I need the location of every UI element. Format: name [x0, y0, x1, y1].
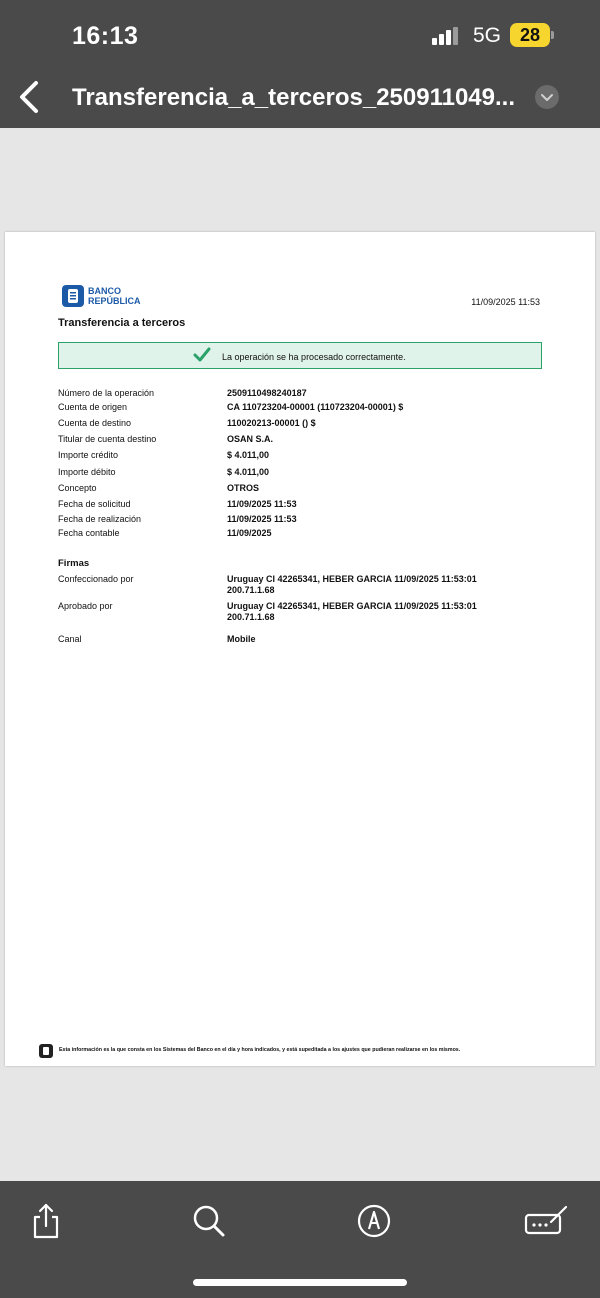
title-menu-button[interactable]	[535, 85, 559, 109]
bank-name-line1: BANCO	[88, 286, 121, 296]
document-title: Transferencia_a_terceros_250911049...	[72, 84, 516, 111]
search-icon[interactable]	[188, 1201, 228, 1241]
bank-logo-icon	[62, 285, 84, 307]
document-footer	[39, 1044, 579, 1060]
detail-value: $ 4.011,00	[227, 450, 270, 460]
top-bar	[0, 0, 600, 128]
share-icon[interactable]	[26, 1201, 66, 1241]
detail-label: Concepto	[58, 483, 97, 493]
detail-value: 11/09/2025 11:53	[227, 499, 297, 509]
bottom-toolbar	[0, 1181, 600, 1298]
check-icon	[193, 347, 211, 363]
detail-label: Cuenta de origen	[58, 402, 128, 412]
signature-value-line2: 200.71.1.68	[227, 585, 275, 595]
document-date: 11/09/2025 11:53	[471, 297, 540, 307]
network-label: 5G	[473, 24, 502, 47]
chevron-down-icon	[535, 85, 559, 109]
success-banner	[58, 342, 542, 369]
channel-label: Canal	[58, 634, 82, 644]
home-indicator[interactable]	[193, 1279, 407, 1286]
detail-label: Importe débito	[58, 467, 116, 477]
bank-seal-icon	[39, 1044, 53, 1058]
detail-value: OSAN S.A.	[227, 434, 274, 444]
status-time: 16:13	[72, 22, 139, 50]
bank-logo	[62, 285, 182, 307]
detail-label: Fecha de realización	[58, 514, 142, 524]
detail-label: Titular de cuenta destino	[58, 434, 157, 444]
footer-disclaimer: Esta información es la que consta en los Sistemas del Banco en el día y hora indicados, y está supeditada a los ajustes que pudieran realizarse en los mismos.	[59, 1047, 461, 1053]
detail-value: OTROS	[227, 483, 260, 493]
detail-value: 110020213-00001 () $	[227, 418, 316, 428]
signature-value-line1: Uruguay CI 42265341, HEBER GARCIA 11/09/2025 11:53:01	[227, 601, 477, 611]
signature-value	[227, 574, 477, 596]
signature-label: Aprobado por	[58, 601, 113, 611]
detail-value: CA 110723204-00001 (110723204-00001) $	[227, 402, 404, 412]
document-page	[5, 232, 595, 1066]
signal-icon	[432, 27, 462, 45]
channel-value: Mobile	[227, 634, 256, 644]
battery-level: 28	[519, 25, 541, 45]
bank-name-line2: REPÚBLICA	[88, 296, 141, 306]
bank-name	[88, 286, 141, 306]
detail-value: 11/09/2025 11:53	[227, 514, 297, 524]
signature-value-line2: 200.71.1.68	[227, 612, 275, 622]
detail-label: Número de la operación	[58, 388, 155, 398]
signature-icon[interactable]	[524, 1201, 570, 1241]
battery-icon	[510, 23, 550, 47]
chevron-left-icon[interactable]	[16, 80, 44, 114]
signature-value-line1: Uruguay CI 42265341, HEBER GARCIA 11/09/2025 11:53:01	[227, 574, 477, 584]
detail-label: Fecha de solicitud	[58, 499, 131, 509]
success-message: La operación se ha procesado correctamente.	[222, 352, 406, 362]
battery-nub	[551, 31, 554, 39]
detail-label: Cuenta de destino	[58, 418, 132, 428]
signature-value	[227, 601, 477, 623]
signatures-title: Firmas	[58, 558, 90, 569]
detail-value: $ 4.011,00	[227, 467, 270, 477]
document-heading: Transferencia a terceros	[58, 317, 186, 329]
markup-icon[interactable]	[354, 1201, 394, 1241]
detail-label: Fecha contable	[58, 528, 120, 538]
detail-value: 11/09/2025	[227, 528, 272, 538]
detail-value: 2509110498240187	[227, 388, 307, 398]
detail-label: Importe crédito	[58, 450, 119, 460]
signature-label: Confeccionado por	[58, 574, 134, 584]
